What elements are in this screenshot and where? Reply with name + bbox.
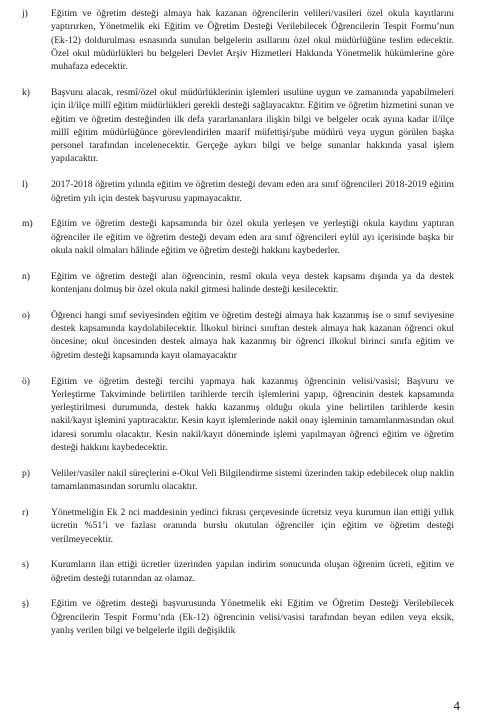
item-label: l) (22, 179, 28, 191)
item-label: k) (22, 86, 30, 98)
item-label: p) (22, 467, 30, 479)
item-text: Yönetmeliğin Ek 2 nci maddesinin yedinci fıkrası çerçevesinde ücretsiz veya kurumun ilan ettiği yıllık ücretin %51’i ve fazlası oranında burslu okutulan öğrenciler için eğitim ve öğretim desteği verilmeyecektir. (51, 506, 454, 545)
item-label: s) (22, 559, 29, 571)
list-item-n (22, 270, 454, 297)
page-number: 4 (453, 698, 460, 713)
item-text: Öğrenci hangi sınıf seviyesinden eğitim ve öğretim desteği almaya hak kazanmış ise o sınıf seviyesine destek kapsamında kaydolabilecektir. İlkokul birinci sınıftan destek almaya hak kazanan öğrenci okul öncesine; okul öncesinden destek almaya hak kazanmış bir öğrenci ilkokul birinci sınıfa eğitim ve öğretim desteği kapsamında kayıt olamayacaktır (51, 309, 454, 361)
item-label: ö) (22, 375, 30, 387)
list-item-m (22, 217, 454, 257)
item-label: r) (22, 506, 29, 518)
list-item-p (22, 467, 454, 494)
list-item-k (22, 86, 454, 166)
list-item-o (22, 309, 454, 362)
item-text: Başvuru alacak, resmî/özel okul müdürlüklerinin işlemleri usulüne uygun ve zamanında yapabilmeleri için il/ilçe millî eğitim müdürlükleri gerekli desteği sağlayacaktır. Eğitim ve öğretim hizmetini sunan ve eğitim ve öğretim desteğinden ilk defa yararlananlara ilişkin bilgi ve belgeler ocak ayına kadar il/ilçe millî eğitim müdürlüğünce görevlendirilen maarif müfettişi/şube müdürü veya uygun görülen başka personel tarafından incelenecektir. Gerçeğe aykırı bilgi ve belge sunanlar hakkında yasal işlem yapılacaktır. (51, 86, 454, 165)
list-item-j (22, 7, 454, 73)
item-text: Veliler/vasiler nakil süreçlerini e-Okul Veli Bilgilendirme sistemi üzerinden takip edebilecek olup naklin tamamlanmasından sorumlu olacaktır. (51, 467, 454, 493)
item-label: m) (22, 218, 33, 230)
item-label: j) (22, 8, 28, 19)
item-text: Eğitim ve öğretim desteği başvurusunda Yönetmelik eki Eğitim ve Öğretim Desteği Verilebilecek Öğrencilerin Tespit Formu’nda (Ek-12) öğrencinin velisi/vasisi tarafından beyan edilen veya eksik, yanlış verilen bilgi ve belgelerle ilgili değişiklik (51, 598, 454, 636)
list-item-s-cedilla (22, 597, 454, 637)
list-item-s (22, 558, 454, 585)
item-text: 2017-2018 öğretim yılında eğitim ve öğretim desteği devam eden ara sınıf öğrencileri 2018-2019 eğitim öğretim yılı için destek başvurusu yapmayacaktır. (51, 179, 454, 204)
item-label: o) (22, 309, 30, 321)
item-text: Kurumların ilan ettiği ücretler üzerinden yapılan indirim sonucunda oluşan öğrenim ücreti, eğitim ve öğretim desteği tutarından az olamaz. (51, 559, 454, 584)
item-text: Eğitim ve öğretim desteği tercihi yapmaya hak kazanmış öğrencinin velisi/vasisi; Başvuru ve Yerleştirme Takviminde belirtilen tarihlerde tercih işlemlerini yapıp, öğrencinin destek kapsamında yerleştirilmesi durumunda, destek hakkı kazanmış olduğu okula yine belirtilen tarihlerde kesin nakil/kayıt işlemini yaptıracaktır. Kesin kayıt işlemlerinde nakil onay işleminin tamamlanmasından okul idaresi sorumlu olacaktır. Kesin nakil/kayıt döneminde işlemi yapılmayan öğrenci eğitim ve öğretim desteği hakkını kaybedecektir. (51, 375, 454, 454)
list-item-r (22, 506, 454, 546)
list-item-l (22, 178, 454, 205)
item-text: Eğitim ve öğretim desteği almaya hak kazanan öğrencilerin velileri/vasileri özel okula kayıtlarını yaptırırken, Yönetmelik eki Eğitim ve Öğretim Desteği Verilebilecek Öğrencilerin Tespit Formu’nun (Ek-12) doldurulması esnasında sunulan belgelerin asıllarını özel okul müdürlüğüne teslim edecektir. Özel okul müdürlükleri bu belgeleri Devlet Arşiv Hizmetleri Hakkında Yönetmelik hükümlerine göre muhafaza edecektir. (51, 8, 454, 73)
item-text: Eğitim ve öğretim desteği alan öğrencinin, resmî okula veya destek kapsamı dışında ya da destek kontenjanı dolmuş bir özel okula nakil gitmesi halinde desteği kesilecektir. (51, 270, 454, 296)
item-label: ş) (22, 598, 29, 610)
list-item-o-umlaut (22, 375, 454, 455)
item-text: Eğitim ve öğretim desteği kapsamında bir özel okula yerleşen ve yerleştiği okula kaydını yaptıran öğrenciler ile eğitim ve öğretim desteği devam eden ara sınıf öğrencileri eylül ayı içerisinde başka bir okula nakil olmaları hâlinde eğitim ve öğretim desteği hakkını kaybederler. (51, 218, 454, 256)
item-label: n) (22, 270, 30, 282)
